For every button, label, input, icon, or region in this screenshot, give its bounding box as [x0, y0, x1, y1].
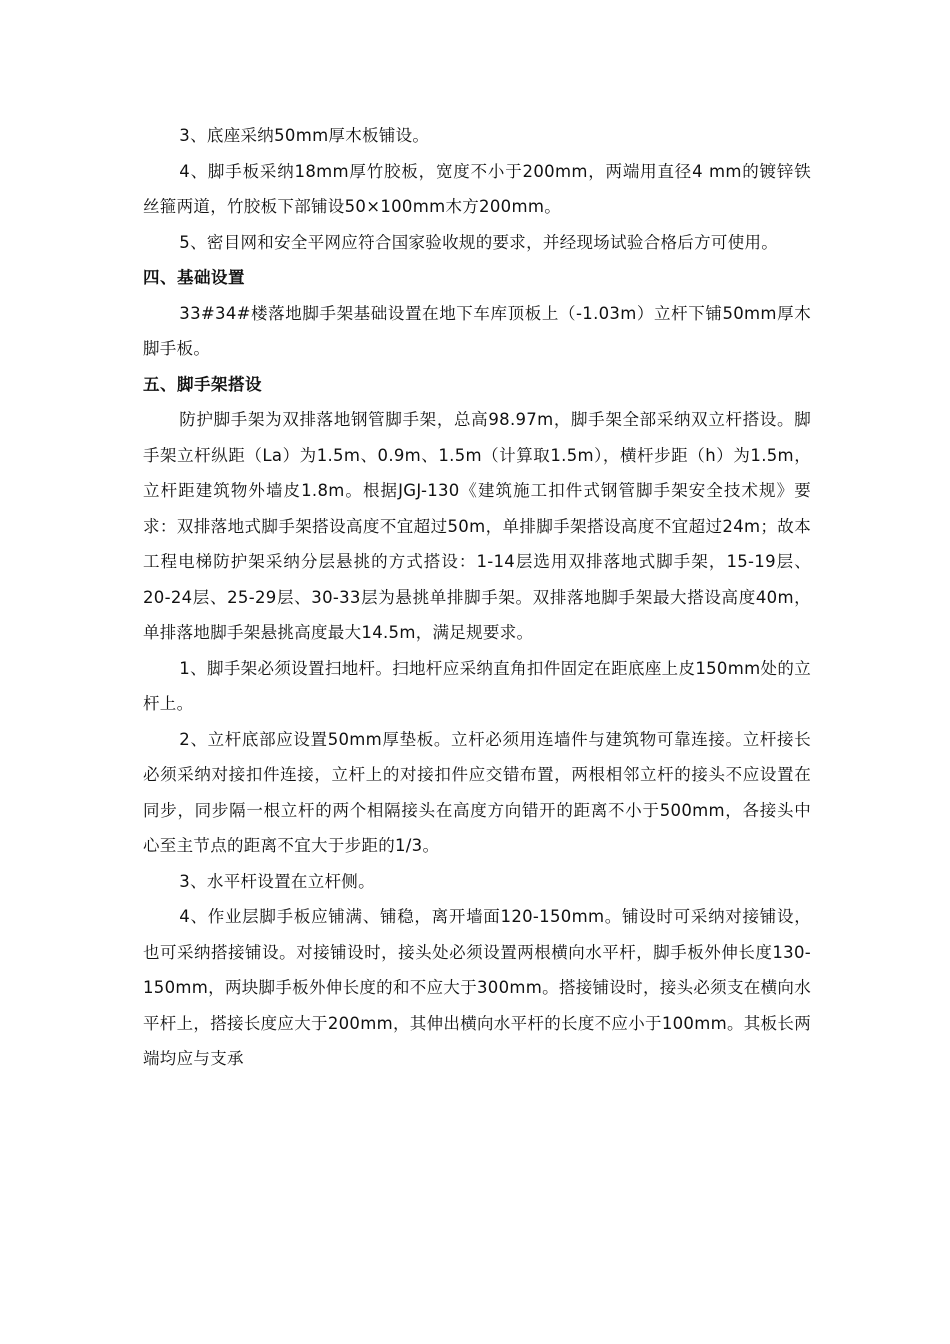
section-heading-erection: 五、脚手架搭设 [143, 374, 262, 394]
paragraph-horizontal-rod: 3、水平杆设置在立杆侧。 [179, 871, 375, 891]
paragraph-safety-net: 5、密目网和安全平网应符合国家验收规的要求，并经现场试验合格后方可使用。 [179, 232, 779, 252]
paragraph-foundation: 33#34#楼落地脚手架基础设置在地下车库顶板上（-1.03m）立杆下铺50mm厚木脚手板。 [143, 303, 811, 358]
paragraph-upright-pole: 2、立杆底部应设置50mm厚垫板。立杆必须用连墙件与建筑物可靠连接。立杆接长必须采纳对接扣件连接，立杆上的对接扣件应交错布置，两根相邻立杆的接头不应设置在同步，同步隔一根立杆的两个相隔接头在高度方向错开的距离不小于500mm，各接头中心至主节点的距离不宜大于步距的1/3。 [143, 729, 811, 855]
section-heading-foundation: 四、基础设置 [143, 268, 245, 287]
document-body [143, 118, 811, 1077]
paragraph-sweep-rod: 1、脚手架必须设置扫地杆。扫地杆应采纳直角扣件固定在距底座上皮150mm处的立杆上。 [143, 658, 811, 713]
paragraph-scaffold-board: 4、脚手板采纳18mm厚竹胶板，宽度不小于200mm，两端用直径4 mm的镀锌铁丝箍两道，竹胶板下部铺设50×100mm木方200mm。 [143, 161, 811, 216]
paragraph-erection-overview: 防护脚手架为双排落地钢管脚手架，总高98.97m，脚手架全部采纳双立杆搭设。脚手架立杆纵距（La）为1.5m、0.9m、1.5m（计算取1.5m），横杆步距（h）为1.5m，立杆距建筑物外墙皮1.8m。根据JGJ-130《建筑施工扣件式钢管脚手架安全技术规》要求：双排落地式脚手架搭设高度不宜超过50m，单排脚手架搭设高度不宜超过24m；故本工程电梯防护架采纳分层悬挑的方式搭设：1-14层选用双排落地式脚手架，15-19层、20-24层、25-29层、30-33层为悬挑单排脚手架。双排落地脚手架最大搭设高度40m，单排落地脚手架悬挑高度最大14.5m，满足规要求。 [143, 410, 811, 642]
paragraph-working-layer: 4、作业层脚手板应铺满、铺稳，离开墙面120-150mm。铺设时可采纳对接铺设，也可采纳搭接铺设。对接铺设时，接头处必须设置两根横向水平杆，脚手板外伸长度130-150mm，两块脚手板外伸长度的和不应大于300mm。搭接铺设时，接头必须支在横向水平杆上，搭接长度应大于200mm，其伸出横向水平杆的长度不应小于100mm。其板长两端均应与支承 [143, 907, 811, 1068]
paragraph-base-plank: 3、底座采纳50mm厚木板铺设。 [179, 126, 430, 145]
